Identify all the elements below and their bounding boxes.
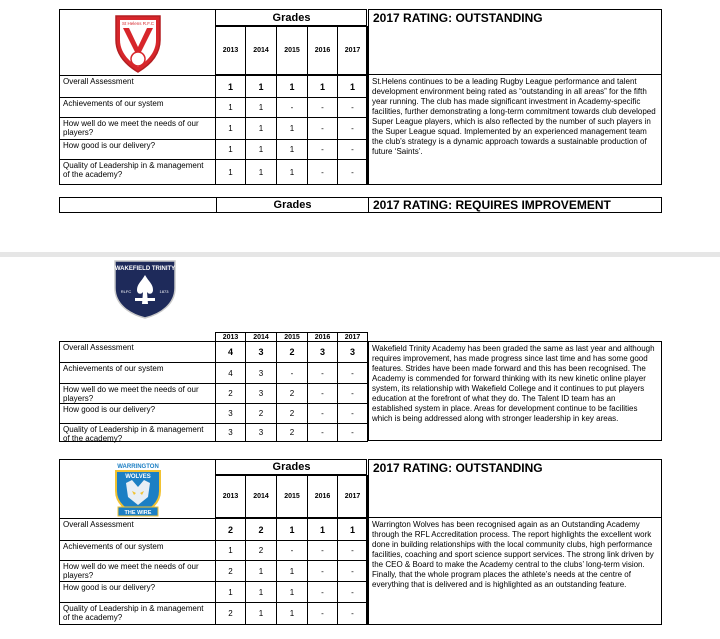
wakefield-grade-cell: 3 [245,362,277,384]
warrington-year-1: 2014 [245,475,277,518]
sthelens-grade-cell: 1 [337,75,368,98]
warrington-grades-label: Grades [215,460,367,475]
wakefield-grade-cell: - [337,403,368,424]
sthelens-grade-cell: - [307,117,338,140]
sthelens-criterion-3: How good is our delivery? [59,139,216,160]
warrington-criterion-3: How good is our delivery? [59,581,216,603]
sthelens-rating: 2017 RATING: OUTSTANDING [368,9,662,75]
wakefield-grade-cell: 4 [215,341,246,363]
warrington-grade-cell: 2 [215,560,246,582]
warrington-grade-cell: 1 [276,518,308,541]
warrington-grade-cell: 1 [276,560,308,582]
warrington-criterion-1: Achievements of our system [59,540,216,561]
wakefield-criterion-0: Overall Assessment [59,341,216,363]
sthelens-description: St.Helens continues to be a leading Rugby League performance and talent development environment being rated as “outstanding in all areas” for the fifth year running. The club has made significant investment in Academy-specific facilities, further demonstrating a long-term commitment towards club developed Super League players, which is also reflected by the number of such players in the Super League squad. Implemented by an experienced management team the club’s strategy is a dynamic approach towards a sustainable production of future ‘Saints’. [368,74,662,185]
sthelens-grade-cell: 1 [215,139,246,160]
warrington-grade-cell: 2 [245,518,277,541]
warrington-logo-banner: THE WIRE [124,510,152,516]
warrington-criterion-0: Overall Assessment [59,518,216,541]
warrington-rating: 2017 RATING: OUTSTANDING [368,459,662,518]
wakefield-year-1: 2014 [245,332,277,342]
warrington-year-2: 2015 [276,475,308,518]
sthelens-grade-cell: - [337,139,368,160]
wakefield-grade-cell: - [307,383,338,404]
sthelens-grade-cell: 1 [245,97,277,118]
warrington-grade-cell: - [337,540,368,561]
wakefield-year-3: 2016 [307,332,338,342]
wakefield-grade-cell: 3 [215,403,246,424]
warrington-grade-cell: - [307,602,338,625]
warrington-logo-top: WARRINGTON [117,464,159,470]
warrington-grade-cell: - [307,540,338,561]
wakefield-criterion-1: Achievements of our system [59,362,216,384]
wakefield-description: Wakefield Trinity Academy has been graded the same as last year and although requires improvement, has made progress since last time and has some good features. Strides have been made forward and this has been recognised. The Academy is commended for forward thinking with its new kinetic online player system, its relationship with Wakefield College and it continues to put players education at the forefront of what they do. The Talent ID team has an established system in place. Areas for development continue to be facilities which is being addressed along with stronger leadership in key areas. [368,341,662,441]
warrington-grade-cell: - [276,540,308,561]
warrington-criterion-2: How well do we meet the needs of our players? [59,560,216,582]
wakefield-year-4: 2017 [337,332,368,342]
sthelens-grade-cell: 1 [215,97,246,118]
sthelens-grade-cell: 1 [276,117,308,140]
sthelens-grade-cell: 1 [245,117,277,140]
sthelens-grade-cell: 1 [245,75,277,98]
warrington-grade-cell: - [307,581,338,603]
warrington-grade-cell: 1 [245,602,277,625]
warrington-grade-cell: 2 [245,540,277,561]
warrington-grade-cell: 2 [215,602,246,625]
wakefield-grade-cell: 2 [276,383,308,404]
wakefield-grade-cell: - [276,362,308,384]
wakefield-logo [111,258,179,320]
wakefield-logo-right: 1873 [159,289,169,294]
sthelens-grade-cell: - [307,139,338,160]
sthelens-criterion-2: How well do we meet the needs of our players? [59,117,216,140]
sthelens-grade-cell: - [276,97,308,118]
sthelens-grade-cell: 1 [215,117,246,140]
wakefield-grade-cell: 3 [245,341,277,363]
sthelens-logo-text: St Helens R.F.C [121,21,155,26]
wakefield-logo-left: RLFC [120,289,132,294]
warrington-grade-cell: 1 [245,560,277,582]
sthelens-grade-cell: 1 [276,75,308,98]
wakefield-criterion-2: How well do we meet the needs of our players? [59,383,216,404]
sthelens-grade-cell: - [337,97,368,118]
wakefield-criterion-4: Quality of Leadership in & management of the academy? [59,423,216,442]
wakefield-logo-text: WAKEFIELD TRINITY [114,266,176,272]
warrington-year-0: 2013 [215,475,246,518]
wakefield-grade-cell: - [337,423,368,442]
warrington-logo-cell [60,460,216,519]
warrington-grade-cell: - [307,560,338,582]
sthelens-grade-cell: 1 [245,139,277,160]
warrington-grade-cell: 2 [215,518,246,541]
sthelens-grade-cell: 1 [276,159,308,185]
wakefield-section-header [59,197,662,213]
sthelens-grade-cell: 1 [307,75,338,98]
wakefield-grade-cell: 3 [337,341,368,363]
wakefield-grade-cell: - [337,362,368,384]
warrington-grade-cell: 1 [215,540,246,561]
sthelens-criterion-4: Quality of Leadership in & management of the academy? [59,159,216,185]
sthelens-year-2: 2015 [276,26,308,75]
wakefield-grade-cell: 2 [245,403,277,424]
sthelens-grade-cell: - [337,159,368,185]
warrington-grade-cell: 1 [276,602,308,625]
wakefield-year-2: 2015 [276,332,308,342]
warrington-grade-cell: 1 [276,581,308,603]
wakefield-grade-cell: - [307,403,338,424]
page-break [0,252,720,257]
warrington-grade-cell: - [337,581,368,603]
sthelens-criterion-0: Overall Assessment [59,75,216,98]
wakefield-grade-cell: - [307,423,338,442]
sthelens-year-1: 2014 [245,26,277,75]
warrington-year-3: 2016 [307,475,338,518]
wakefield-criterion-3: How good is our delivery? [59,403,216,424]
warrington-grade-cell: - [337,560,368,582]
wakefield-grade-cell: 2 [276,341,308,363]
wakefield-grades-label: Grades [216,198,368,212]
wakefield-grade-cell: - [337,383,368,404]
warrington-logo-mid: WOLVES [125,474,151,480]
sthelens-year-4: 2017 [337,26,368,75]
sthelens-grade-cell: - [307,97,338,118]
warrington-criterion-4: Quality of Leadership in & management of the academy? [59,602,216,625]
sthelens-grade-cell: - [337,117,368,140]
wakefield-grade-cell: 2 [276,403,308,424]
wakefield-grade-cell: 2 [215,383,246,404]
wakefield-rating: 2017 RATING: REQUIRES IMPROVEMENT [368,198,662,212]
warrington-grade-cell: - [337,602,368,625]
wakefield-grade-cell: 3 [245,383,277,404]
wakefield-year-0: 2013 [215,332,246,342]
wakefield-grade-cell: 3 [215,423,246,442]
sthelens-grade-cell: 1 [276,139,308,160]
wakefield-grade-cell: 3 [245,423,277,442]
warrington-grade-cell: 1 [245,581,277,603]
sthelens-logo [108,12,168,74]
warrington-year-4: 2017 [337,475,368,518]
sthelens-year-3: 2016 [307,26,338,75]
sthelens-grade-cell: 1 [215,159,246,185]
warrington-grade-cell: 1 [307,518,338,541]
sthelens-year-0: 2013 [215,26,246,75]
sthelens-criterion-1: Achievements of our system [59,97,216,118]
wakefield-grade-cell: 4 [215,362,246,384]
sthelens-grade-cell: 1 [215,75,246,98]
warrington-grade-cell: 1 [215,581,246,603]
sthelens-grade-cell: 1 [245,159,277,185]
sthelens-grade-cell: - [307,159,338,185]
wakefield-grade-cell: 3 [307,341,338,363]
wakefield-grade-cell: 2 [276,423,308,442]
wakefield-grade-cell: - [307,362,338,384]
warrington-grade-cell: 1 [337,518,368,541]
sthelens-logo-cell [60,10,216,76]
warrington-description: Warrington Wolves has been recognised again as an Outstanding Academy through the RFL Accreditation process. The report highlights the excellent work done in building relationships with the local community clubs, high performance facilities, coaching and sport science support services. The strong link driven by the CEO & Board to make the Academy central to the clubs’ long-term vision. Finally, that the whole program places the athlete’s needs at the centre of everything that is delivered and is highlighted as an outstanding feature. [368,517,662,625]
warrington-logo [106,461,170,519]
sthelens-grades-label: Grades [215,10,367,26]
